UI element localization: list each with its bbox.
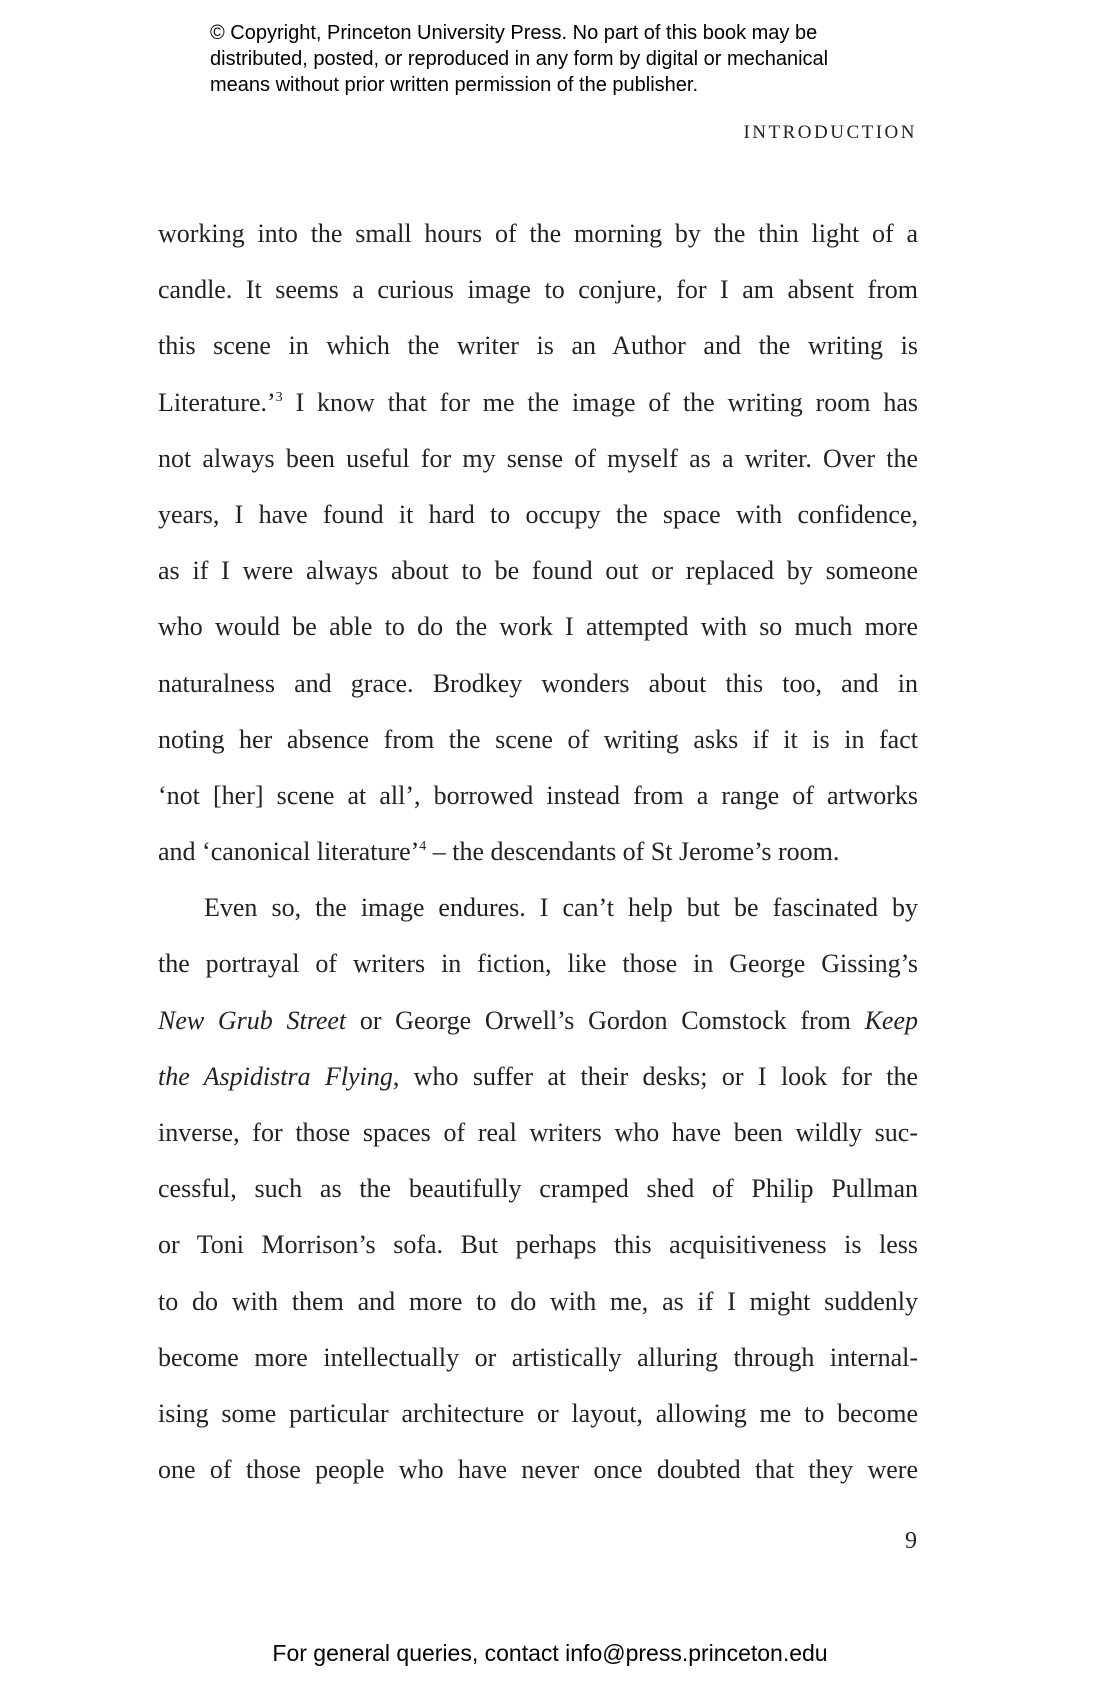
footer-contact: For general queries, contact info@press.princeton.edu bbox=[272, 1640, 828, 1666]
copyright-line: distributed, posted, or reproduced in any form by digital or mechanical bbox=[210, 48, 829, 70]
book-title: New Grub Street bbox=[158, 1005, 347, 1035]
book-title: the Aspidistra Flying bbox=[158, 1061, 393, 1091]
text-line: this scene in which the writer is an Author and the writing is bbox=[158, 331, 918, 361]
text-line: candle. It seems a curious image to conjure, for I am absent from bbox=[158, 275, 918, 305]
footnote-ref-4: 4 bbox=[419, 839, 427, 855]
text-line: to do with them and more to do with me, as if I might suddenly bbox=[158, 1286, 918, 1316]
text-segment: I know that for me the image of the writing room has bbox=[282, 387, 918, 417]
text-line: become more intellectually or artistically alluring through internal- bbox=[158, 1342, 918, 1372]
text-line: naturalness and grace. Brodkey wonders about this too, and in bbox=[158, 668, 918, 698]
text-line bbox=[158, 1049, 918, 1105]
text-line bbox=[158, 993, 918, 1049]
copyright-line: © Copyright, Princeton University Press. No part of this book may be bbox=[210, 22, 818, 44]
text-line: inverse, for those spaces of real writers who have been wildly suc- bbox=[158, 1118, 918, 1147]
text-segment: – the descendants of St Jerome’s room. bbox=[426, 837, 840, 867]
text-line: working into the small hours of the morning by the thin light of a bbox=[158, 219, 918, 248]
text-line: not always been useful for my sense of myself as a writer. Over the bbox=[158, 443, 918, 473]
text-line: ising some particular architecture or layout, allowing me to become bbox=[158, 1398, 918, 1428]
copyright-line: means without prior written permission of the publisher. bbox=[210, 74, 699, 96]
text-line: cessful, such as the beautifully cramped shed of Philip Pullman bbox=[158, 1174, 918, 1204]
running-head: INTRODUCTION bbox=[743, 122, 917, 143]
text-line: years, I have found it hard to occupy the space with confidence, bbox=[158, 499, 918, 529]
footnote-ref-3: 3 bbox=[275, 389, 283, 405]
text-line: as if I were always about to be found out or replaced by someone bbox=[158, 556, 918, 586]
text-line: or Toni Morrison’s sofa. But perhaps this acquisitiveness is less bbox=[158, 1230, 918, 1260]
text-line: one of those people who have never once doubted that they were bbox=[158, 1455, 918, 1485]
book-title: Keep bbox=[864, 1005, 918, 1035]
text-line: who would be able to do the work I attempted with so much more bbox=[158, 612, 918, 642]
text-line bbox=[158, 824, 918, 880]
text-segment: and ‘canonical literature’ bbox=[158, 837, 420, 867]
copyright-notice bbox=[210, 20, 910, 98]
text-segment: , who suffer at their desks; or I look for the bbox=[392, 1061, 918, 1091]
text-line: Even so, the image endures. I can’t help but be fascinated by bbox=[204, 893, 918, 923]
text-line bbox=[158, 375, 918, 431]
text-segment: Literature.’ bbox=[158, 387, 276, 417]
text-line: the portrayal of writers in fiction, like those in George Gissing’s bbox=[158, 949, 918, 979]
text-line: ‘not [her] scene at all’, borrowed instead from a range of artworks bbox=[158, 780, 918, 810]
text-segment: or George Orwell’s Gordon Comstock from bbox=[346, 1005, 865, 1035]
page-number: 9 bbox=[905, 1528, 917, 1554]
text-line: noting her absence from the scene of writing asks if it is in fact bbox=[158, 724, 918, 754]
body-text bbox=[158, 206, 918, 1498]
